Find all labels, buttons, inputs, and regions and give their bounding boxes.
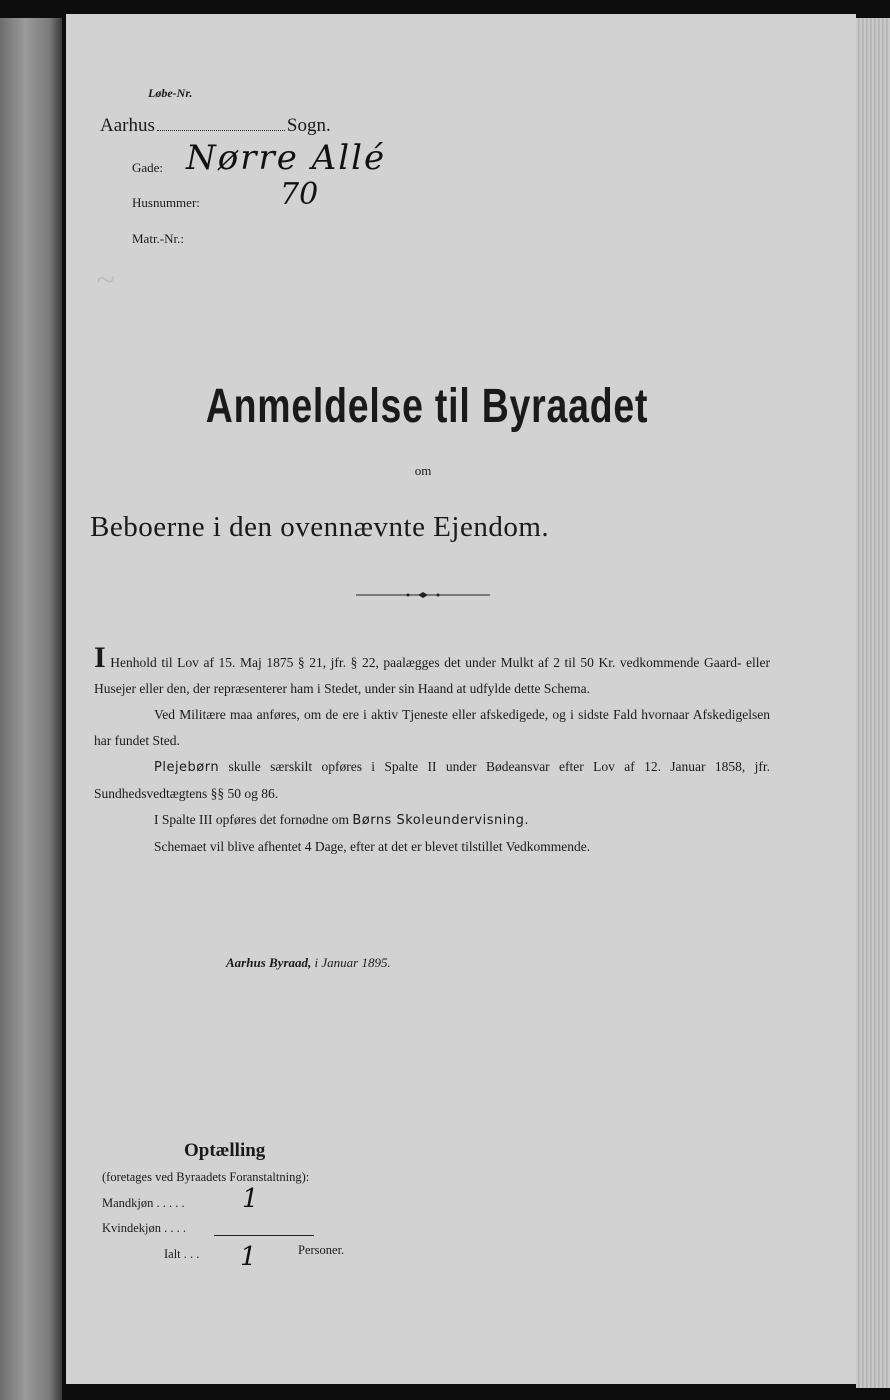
lobe-nr-label: Løbe-Nr. xyxy=(148,86,193,100)
bleed-through-text: ~ xyxy=(96,262,115,299)
document-title: Anmeldelse til Byraadet xyxy=(205,380,649,433)
total-count-handwritten-value: 1 xyxy=(240,1242,257,1272)
parish-line xyxy=(100,115,331,137)
document-page xyxy=(66,14,856,1384)
ornament-divider xyxy=(356,590,490,600)
instruction-paragraph: Schemaet vil blive afhentet 4 Dage, efter at det er blevet tilstillet Vedkommende. xyxy=(154,839,591,854)
emphasized-term: Plejebørn xyxy=(154,760,220,775)
instruction-text: I Spalte III opføres det fornødne om xyxy=(154,812,349,827)
drop-initial: I xyxy=(94,641,106,674)
sum-rule xyxy=(214,1235,314,1236)
city-name: Aarhus xyxy=(100,115,155,136)
house-number-label: Husnummer: xyxy=(132,195,200,210)
instruction-text: Henhold til Lov af 15. Maj 1875 § 21, jfr. § 22, paalægges det under Mulkt af 2 til 50 Kr. vedkommende Gaard- eller Husejer eller den, der repræsenterer ham i Stedet, under sin Haand at udfylde dette Schema. xyxy=(94,655,770,696)
instructions-block xyxy=(94,641,770,860)
house-number-handwritten-value: 70 xyxy=(280,177,319,212)
parish-label: Sogn. xyxy=(286,115,331,136)
male-count-handwritten-value: 1 xyxy=(242,1184,259,1214)
count-title: Optælling xyxy=(184,1140,266,1161)
street-handwritten-value: Nørre Allé xyxy=(186,138,387,178)
female-count-label: Kvindekjøn . . . . xyxy=(102,1221,187,1235)
emphasized-term: Børns Skoleundervisning. xyxy=(352,813,529,828)
page-stack-edge xyxy=(856,18,890,1388)
instruction-paragraph: Ved Militære maa anføres, om de ere i aktiv Tjeneste eller afskedigede, og i sidste Fald hvornaar Afskedigelsen har fundet Sted. xyxy=(94,707,770,748)
instruction-paragraph xyxy=(94,754,770,807)
issue-date: i Januar 1895. xyxy=(314,955,391,970)
issuing-authority: Aarhus Byraad, xyxy=(226,955,312,970)
parish-dotted-line xyxy=(157,130,285,131)
instruction-paragraph xyxy=(94,807,770,834)
male-count-label: Mandkjøn . . . . . xyxy=(102,1196,185,1210)
count-unit: Personer. xyxy=(298,1243,345,1257)
closing-line xyxy=(226,955,391,971)
previous-page-edge xyxy=(0,18,62,1400)
street-label: Gade: xyxy=(132,160,164,175)
count-subtitle: (foretages ved Byraadets Foranstaltning): xyxy=(102,1170,310,1184)
instruction-text: skulle særskilt opføres i Spalte II under Bødeansvar efter Lov af 12. Januar 1858, jfr. Sundhedsvedtægtens §§ 50 og 86. xyxy=(94,759,770,801)
title-connector: om xyxy=(414,463,432,478)
document-subtitle: Beboerne i den ovennævnte Ejendom. xyxy=(90,511,550,543)
instruction-paragraph xyxy=(94,641,770,702)
total-count-label: Ialt . . . xyxy=(164,1247,200,1261)
cadastral-number-label: Matr.-Nr.: xyxy=(132,231,184,246)
